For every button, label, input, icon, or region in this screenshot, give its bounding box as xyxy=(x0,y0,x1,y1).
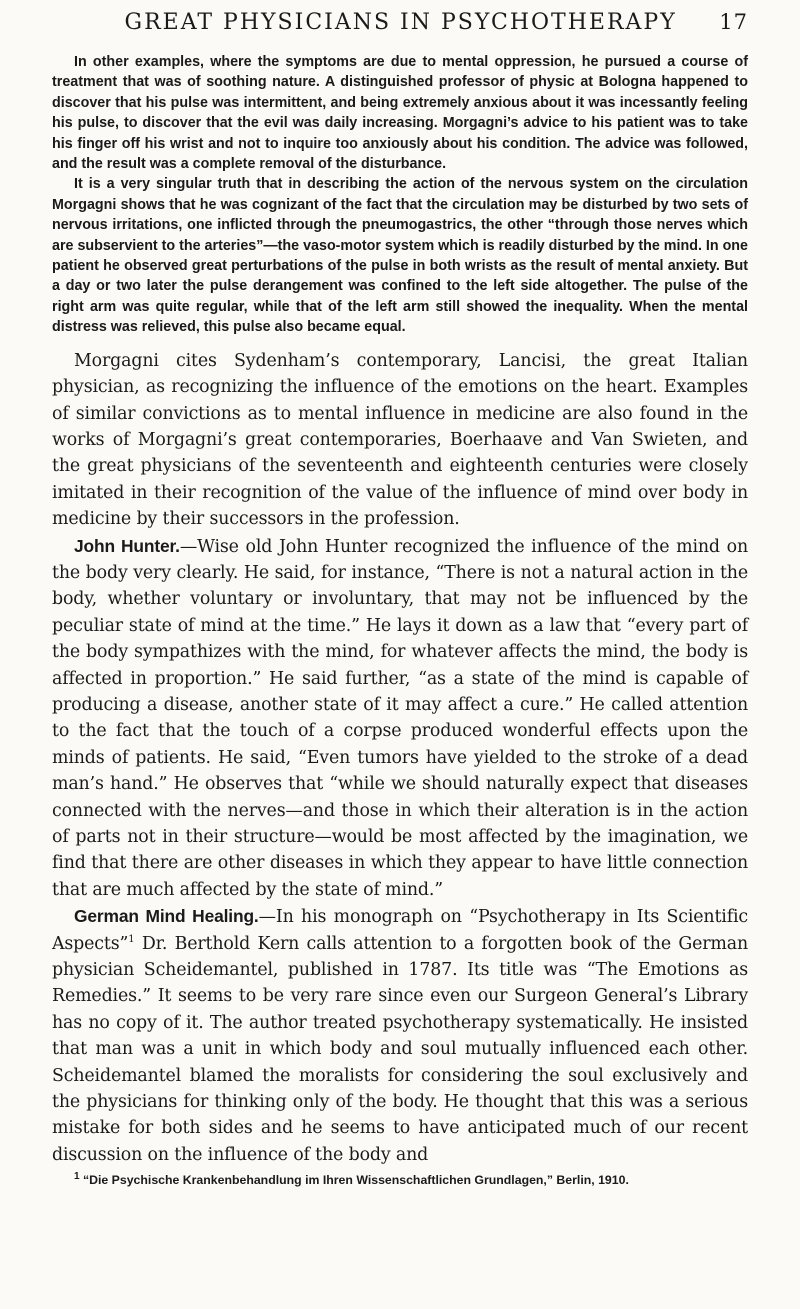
paragraph-john-hunter xyxy=(52,533,748,904)
paragraph-text: —Wise old John Hunter recognized the influence of the mind on the body very clearly. He said, for instance, “There is not a natural action in the body, whether voluntary or involuntary, that may not be influenced by the peculiar state of mind at the time.” He lays it down as a law that “every part of the body sympathizes with the mind, for whatever affects the mind, the body is affected in proportion.” He said further, “as a state of the mind is capable of producing a disease, another state of it may affect a cure.” He called attention to the fact that the touch of a corpse produced wonderful effects upon the minds of patients. He said, “Even tumors have yielded to the stroke of a dead man’s hand.” He observes that “while we should naturally expect that diseases connected with the nerves—and those in which their alteration is in the action of parts not in their structure—would be most affected by the imagination, we find that there are other diseases in which they appear to have little connection that are much affected by the state of mind.” xyxy=(52,536,748,900)
footnote xyxy=(52,1172,748,1189)
footnote-text: “Die Psychische Krankenbehandlung im Ihren Wissenschaftlichen Grundlagen,” Berlin, 1910. xyxy=(79,1173,629,1188)
footnote-marker: 1 xyxy=(74,1171,80,1183)
running-title: GREAT PHYSICIANS IN PSYCHOTHERAPY xyxy=(124,10,677,35)
page-number: 17 xyxy=(719,10,748,34)
footnote-reference: 1 xyxy=(128,933,135,945)
section-lead-john-hunter: John Hunter. xyxy=(74,535,180,556)
paragraph-text: Dr. Berthold Kern calls attention to a forgotten book of the German physician Scheidemantel, published in 1787. Its title was “The Emotions as Remedies.” It seems to be very rare since even our Surgeon General’s Library has no copy of it. The author treated psychotherapy systematically. He insisted that man was a unit in which body and soul mutually influenced each other. Scheidemantel blamed the moralists for considering the soul exclusively and the physicians for thinking only of the body. He thought that this was a serious mistake for both sides and he seems to have anticipated much of our recent discussion on the influence of the body and xyxy=(52,933,748,1165)
section-lead-german-mind-healing: German Mind Healing. xyxy=(74,906,259,927)
running-header xyxy=(52,10,748,52)
paragraph-german-mind-healing xyxy=(52,903,748,1168)
small-paragraph-2: It is a very singular truth that in describing the action of the nervous system on the circulation Morgagni shows that he was cognizant of the fact that the circulation may be disturbed by two sets of nervous irritations, one inflicted through the pneumogastrics, the other “through those nerves which are subservient to the arteries”—the vaso-motor system which is readily disturbed by the mind. In one patient he observed great perturbations of the pulse in both wrists as the result of mental anxiety. But a day or two later the pulse derangement was confined to the left side altogether. The pulse of the right arm was quite regular, while that of the left arm still showed the inequality. When the mental distress was relieved, this pulse also became equal. xyxy=(52,176,748,336)
paragraph-morgagni-lancisi: Morgagni cites Sydenham’s contemporary, Lancisi, the great Italian physician, as recognizing the influence of the emotions on the heart. Examples of similar convictions as to mental influence in medicine are also found in the works of Morgagni’s great contemporaries, Boerhaave and Van Swieten, and the great physicians of the seventeenth and eighteenth centuries were closely imitated in their recognition of the value of the influence of mind over body in medicine by their successors in the profession. xyxy=(52,350,748,530)
paragraph-text: —In his monograph on “Psychotherapy in Its Scientific Aspects” xyxy=(52,907,748,954)
small-paragraph-1: In other examples, where the symptoms are due to mental oppression, he pursued a course of treatment that was of soothing nature. A distinguished professor of physic at Bologna happened to discover that his pulse was intermittent, and being extremely anxious about it was incessantly feeling his pulse, to discover that the evil was daily increasing. Morgagni’s advice to his patient was to take his finger off his wrist and not to inquire too anxiously about his condition. The advice was followed, and the result was a complete removal of the disturbance. xyxy=(52,54,748,173)
